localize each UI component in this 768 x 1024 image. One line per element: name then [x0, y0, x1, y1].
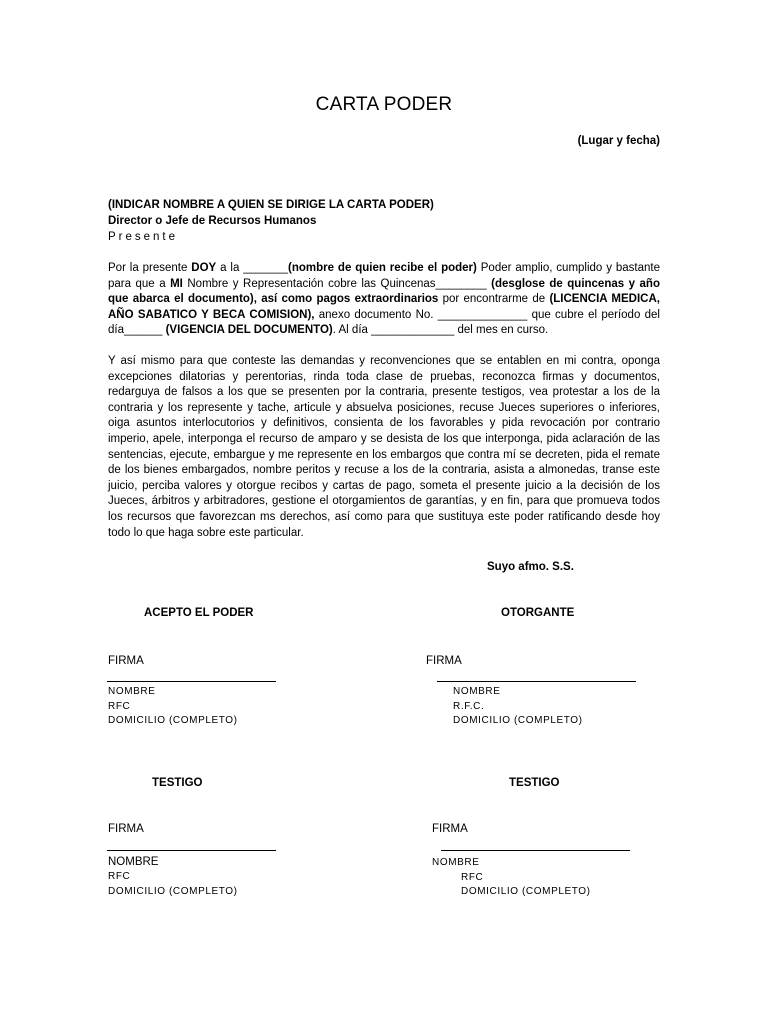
p1-bold: (nombre de quien recibe el poder): [288, 262, 477, 274]
p1-text: Nombre y Representación cobre las Quincenas________: [182, 277, 492, 290]
testigo-left-fields: [108, 855, 238, 899]
place-date-placeholder: (Lugar y fecha): [577, 135, 660, 147]
p1-bold: (LICENCIA MEDICA, AÑO SABATICO Y BECA COMISION),: [108, 293, 660, 321]
otorgante-domicilio-label: DOMICILIO (COMPLETO): [453, 715, 583, 727]
p1-text: a la _______: [216, 262, 289, 274]
p1-bold: DOY: [191, 262, 217, 274]
acepto-signature-line: [107, 681, 276, 682]
testigo-left-heading: TESTIGO: [152, 777, 203, 789]
acepto-domicilio-label: DOMICILIO (COMPLETO): [108, 715, 238, 727]
document-title: CARTA PODER: [315, 94, 453, 115]
acepto-heading: ACEPTO EL PODER: [144, 607, 254, 619]
p1-text: por encontrarme de: [438, 293, 550, 306]
testigo-right-heading: TESTIGO: [509, 777, 560, 789]
acepto-firma-label: FIRMA: [108, 655, 144, 667]
addressee-title: Director o Jefe de Recursos Humanos: [108, 215, 317, 227]
p1-text: Poder amplio, cumplido y bastante para que a: [108, 262, 660, 290]
testigo-left-nombre-label: NOMBRE: [108, 856, 159, 868]
addressee-block: [108, 197, 434, 245]
addressee-presente: Presente: [108, 231, 179, 243]
testigo-right-fields: [432, 856, 591, 900]
addressee-name-instruction: (INDICAR NOMBRE A QUIEN SE DIRIGE LA CARTA PODER): [108, 199, 434, 211]
paragraph-grant: [108, 261, 660, 339]
testigo-right-signature-line: [441, 850, 630, 851]
testigo-left-domicilio-label: DOMICILIO (COMPLETO): [108, 885, 238, 897]
testigo-right-domicilio-label: DOMICILIO (COMPLETO): [461, 886, 591, 898]
testigo-right-rfc-label: RFC: [461, 871, 484, 883]
testigo-left-firma-label: FIRMA: [108, 823, 144, 835]
otorgante-heading: OTORGANTE: [501, 607, 575, 619]
paragraph-powers: Y así mismo para que conteste las demandas y reconvenciones que se entablen en mi contra, oponga excepciones dilatorias y perentorias, rinda toda clase de pruebas, reconozca firmas y documentos, redarguya de falsos a los que se presenten por la contraria, presente testigos, vea protestar a los de la contraria y los represente y tache, articule y absuelva posiciones, recuse Jueces superiores o inferiores, oiga asuntos interlocutorios y definitivos, consienta de los favorables y pida revocación por contrario imperio, apele, interponga el recurso de amparo y se desista de los que interponga, pida aclaración de las sentencias, ejecute, embargue y me represente en los embargos que contra mí se decreten, pida el remate de los bienes embargados, nombre peritos y recuse a los de la contraria, asista a almonedas, transe este juicio, perciba valores y otorgue recibos y cartas de pago, someta el presente juicio a la decisión de los Jueces, árbitros y arbitradores, gestione el otorgamientos de garantías, y en fin, para que promueva todos los recursos que favorezcan ms derechos, así como para que sustituya este poder ratificando desde hoy todo lo que haga sobre este particular.: [108, 355, 660, 539]
otorgante-rfc-label: R.F.C.: [453, 700, 485, 712]
otorgante-signature-line: [437, 681, 636, 682]
testigo-left-rfc-label: RFC: [108, 871, 131, 882]
testigo-right-nombre-label: NOMBRE: [432, 857, 480, 868]
closing-salutation: Suyo afmo. S.S.: [487, 561, 574, 573]
p1-bold: (desglose de quincenas y año que abarca el documento), así como pagos extraordinarios: [108, 277, 660, 306]
p1-bold: MI: [170, 277, 183, 290]
acepto-fields: [108, 685, 238, 729]
p1-bold: (VIGENCIA DEL DOCUMENTO): [165, 324, 333, 337]
p1-text: . Al día _____________ del mes en curso.: [332, 324, 549, 337]
otorgante-nombre-label: NOMBRE: [453, 686, 501, 697]
acepto-rfc-label: RFC: [108, 700, 131, 712]
acepto-nombre-label: NOMBRE: [108, 686, 156, 697]
p1-text: Por la presente: [108, 262, 192, 274]
otorgante-firma-label: FIRMA: [426, 655, 462, 667]
p1-text: anexo documento No. ______________ que cubre el período del día______: [108, 308, 660, 337]
otorgante-fields: [453, 685, 583, 729]
testigo-right-firma-label: FIRMA: [432, 823, 468, 835]
testigo-left-signature-line: [107, 850, 276, 851]
